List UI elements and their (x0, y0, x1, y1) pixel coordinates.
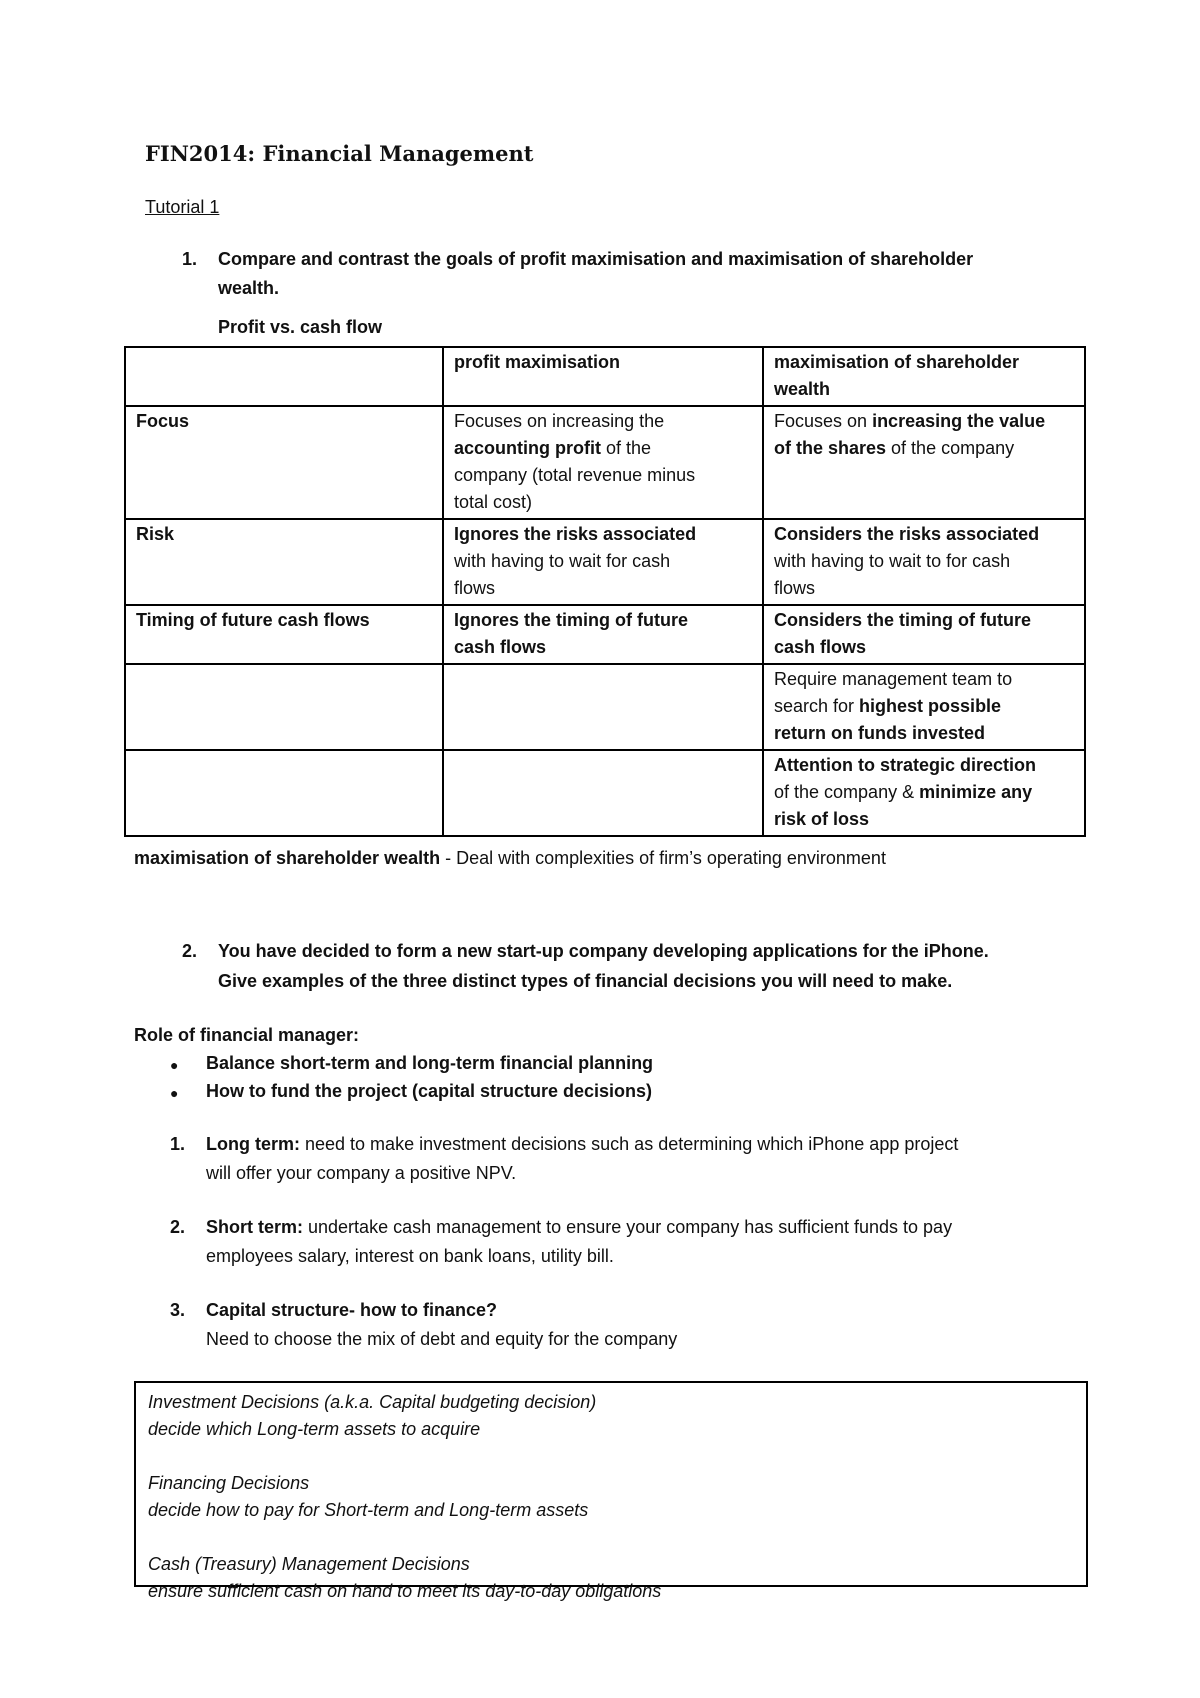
role-bullet-2: How to fund the project (capital structure decisions) (206, 1081, 653, 1101)
answer2-bold: Short term: (206, 1217, 304, 1237)
extra1-wealth-l1: Require management team to (774, 669, 1013, 689)
q2-line2: Give examples of the three distinct types of financial decisions you will need to make. (218, 971, 953, 991)
table-cell-empty (125, 347, 443, 406)
q1-number: 1. (182, 249, 198, 269)
risk-profit-cell (443, 519, 763, 605)
focus-label: Focus (136, 411, 190, 431)
focus-wealth-l1 (774, 408, 1076, 435)
extra2-wealth-l3: risk of loss (774, 809, 870, 829)
extra2-wealth-l2 (774, 779, 1076, 806)
box-line-cash-desc: ensure sufficient cash on hand to meet its day-to-day obligations (148, 1581, 662, 1601)
risk-wealth-cell (763, 519, 1085, 605)
box-line-financing-desc: decide how to pay for Short-term and Long-term assets (148, 1500, 589, 1520)
focus-wealth-l2-bold: of the shares (774, 438, 887, 458)
role-bullet-1: Balance short-term and long-term financial planning (206, 1053, 654, 1073)
q1-subheading: Profit vs. cash flow (218, 317, 383, 337)
extra2-wealth-l2-bold: minimize any (919, 782, 1033, 802)
table-cell-empty (443, 750, 763, 836)
extra1-wealth-l3: return on funds invested (774, 723, 986, 743)
wealth-note (134, 845, 886, 872)
table-header-wealth (763, 347, 1085, 406)
answer1-text: need to make investment decisions such as determining which iPhone app project (300, 1134, 959, 1154)
profit-header-text: profit maximisation (454, 352, 621, 372)
focus-profit-l2 (454, 435, 754, 462)
timing-profit-cell (443, 605, 763, 664)
timing-profit-l2: cash flows (454, 637, 547, 657)
box-line-cash-title: Cash (Treasury) Management Decisions (148, 1554, 470, 1574)
wealth-note-bold: maximisation of shareholder wealth (134, 848, 441, 868)
focus-wealth-l1-bold: increasing the value (872, 411, 1046, 431)
box-line-investment-title: Investment Decisions (a.k.a. Capital budgeting decision) (148, 1392, 597, 1412)
timing-profit-l1: Ignores the timing of future (454, 610, 688, 630)
answer2-line1 (206, 1214, 952, 1241)
timing-label: Timing of future cash flows (136, 610, 370, 630)
table-row-risk (125, 519, 1085, 605)
table-row-extra1 (125, 664, 1085, 750)
extra1-wealth-l2 (774, 693, 1076, 720)
focus-wealth-cell (763, 406, 1085, 519)
decision-types-box (134, 1381, 1088, 1601)
answer1-line2: will offer your company a positive NPV. (206, 1163, 517, 1183)
answer1-number: 1. (170, 1134, 186, 1154)
risk-profit-l2: with having to wait for cash (454, 551, 671, 571)
focus-profit-l1: Focuses on increasing the (454, 411, 665, 431)
timing-wealth-cell (763, 605, 1085, 664)
answer3-line1: Capital structure- how to finance? (206, 1300, 498, 1320)
table-row-extra2 (125, 750, 1085, 836)
document-title: FIN2014: Financial Management (145, 141, 534, 166)
risk-profit-l1: Ignores the risks associated (454, 524, 697, 544)
focus-profit-l3: company (total revenue minus (454, 465, 696, 485)
timing-wealth-l2: cash flows (774, 637, 867, 657)
table-row-focus (125, 406, 1085, 519)
q1-line2: wealth. (218, 278, 280, 298)
wealth-note-text: - Deal with complexities of firm’s operating environment (440, 848, 886, 868)
table-row-timing (125, 605, 1085, 664)
box-line-financing-title: Financing Decisions (148, 1473, 310, 1493)
tutorial-heading: Tutorial 1 (145, 197, 220, 217)
risk-profit-l3: flows (454, 578, 496, 598)
row-label-risk (125, 519, 443, 605)
table-cell-empty (443, 664, 763, 750)
extra1-wealth-l2-start: search for (774, 696, 860, 716)
timing-wealth-l1: Considers the timing of future (774, 610, 1032, 630)
focus-wealth-l2-rest: of the company (886, 438, 1015, 458)
answer1-line1 (206, 1131, 958, 1158)
answer3-line2: Need to choose the mix of debt and equity for the company (206, 1329, 678, 1349)
answer3-number: 3. (170, 1300, 186, 1320)
extra2-wealth-cell (763, 750, 1085, 836)
row-label-focus (125, 406, 443, 519)
row-label-timing (125, 605, 443, 664)
extra1-wealth-l2-bold: highest possible (859, 696, 1002, 716)
table-header-profit (443, 347, 763, 406)
focus-profit-l2-rest: of the (601, 438, 652, 458)
wealth-header-line1: maximisation of shareholder (774, 352, 1020, 372)
role-heading: Role of financial manager: (134, 1025, 360, 1045)
risk-label: Risk (136, 524, 175, 544)
answer1-bold: Long term: (206, 1134, 300, 1154)
q2-number: 2. (182, 941, 198, 961)
focus-profit-l4: total cost) (454, 492, 533, 512)
answer2-text: undertake cash management to ensure your company has sufficient funds to pay (303, 1217, 953, 1237)
answer2-line2: employees salary, interest on bank loans, utility bill. (206, 1246, 614, 1266)
risk-wealth-l2: with having to wait to for cash (774, 551, 1011, 571)
extra2-wealth-l1: Attention to strategic direction (774, 755, 1037, 775)
q1-line1: Compare and contrast the goals of profit maximisation and maximisation of shareholder (218, 249, 974, 269)
table-cell-empty (125, 664, 443, 750)
box-line-investment-desc: decide which Long-term assets to acquire (148, 1419, 481, 1439)
comparison-table (124, 346, 1086, 837)
wealth-header-line2: wealth (774, 379, 831, 399)
focus-wealth-l1-start: Focuses on (774, 411, 873, 431)
answer2-number: 2. (170, 1217, 186, 1237)
bullet-dot-icon: ● (170, 1057, 179, 1073)
risk-wealth-l3: flows (774, 578, 816, 598)
q2-line1: You have decided to form a new start-up company developing applications for the iPhone. (218, 941, 989, 961)
extra1-wealth-cell (763, 664, 1085, 750)
focus-profit-bold: accounting profit (454, 438, 601, 458)
table-cell-empty (125, 750, 443, 836)
focus-profit-cell (443, 406, 763, 519)
bullet-dot-icon: ● (170, 1085, 179, 1101)
extra2-wealth-l2-start: of the company & (774, 782, 920, 802)
table-header-row (125, 347, 1085, 406)
risk-wealth-l1: Considers the risks associated (774, 524, 1040, 544)
focus-wealth-l2 (774, 435, 1076, 462)
